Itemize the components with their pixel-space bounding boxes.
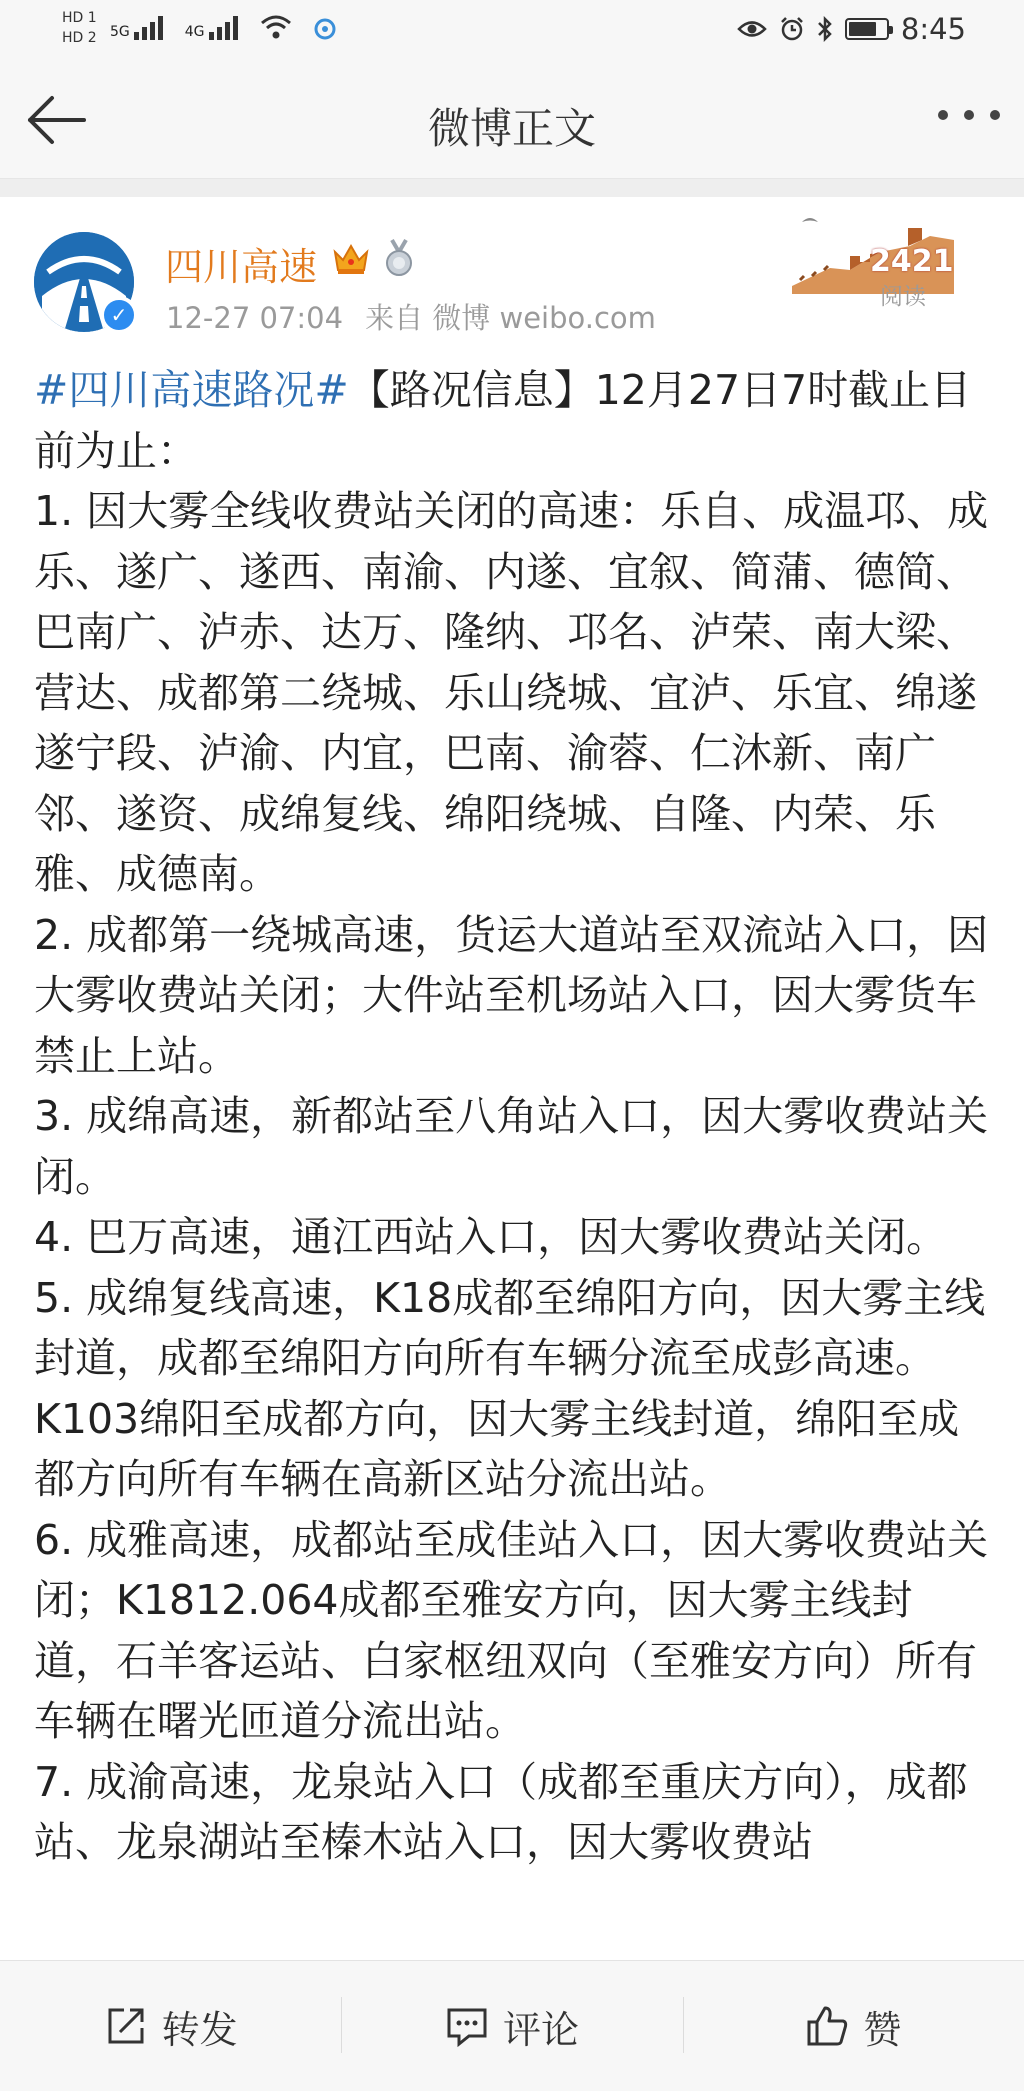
hd-indicator-1: HD 1 <box>62 10 97 26</box>
post-content <box>34 360 994 1960</box>
action-bar <box>0 1960 1024 2091</box>
repost-label: 转发 <box>161 2007 238 2052</box>
post-paragraph: 5. 成绵复线高速，K18成都至绵阳方向，因大雾主线封道，成都至绵阳方向所有车辆分流至成彭高速。K103绵阳至成都方向，因大雾主线封道，绵阳至成都方向所有车辆在高新区站分流出站。 <box>34 1273 986 1503</box>
signal-bars-icon <box>134 14 163 40</box>
post-paragraph: 1. 因大雾全线收费站关闭的高速：乐自、成温邛、成乐、遂广、遂西、南渝、内遂、宜叙、简蒲、德简、巴南广、泸赤、达万、隆纳、邛名、泸荣、南大梁、营达、成都第二绕城、乐山绕城、宜泸、乐宜、绵遂遂宁段、泸渝、内宜，巴南、渝蓉、仁沐新、南广邻、遂资、成绵复线、绵阳绕城、自隆、内荣、乐雅、成德南。 <box>34 487 989 898</box>
read-label: 阅读 <box>880 284 926 310</box>
wifi-icon <box>260 14 292 40</box>
status-bar <box>0 0 1024 62</box>
repost-button[interactable] <box>0 1961 341 2091</box>
signal-bars-icon <box>209 14 238 40</box>
clock: 8:45 <box>900 12 966 46</box>
sim-indicators <box>62 8 97 48</box>
author-name[interactable]: 四川高速 <box>165 245 318 289</box>
like-button[interactable] <box>683 1961 1024 2091</box>
read-count: 2421 <box>870 244 954 279</box>
thumbs-up-icon <box>805 2004 849 2048</box>
post-source[interactable]: 来自 微博 weibo.com <box>365 301 656 335</box>
post-paragraph: 4. 巴万高速，通江西站入口，因大雾收费站关闭。 <box>34 1213 948 1261</box>
like-label: 赞 <box>863 2007 902 2052</box>
sim2-label: 4G <box>184 24 205 40</box>
signal-group <box>110 14 336 40</box>
paragraph-text: 【路况信息】12月27日7时截止目前为止： <box>34 366 972 475</box>
bluetooth-icon <box>817 16 833 42</box>
post-time: 12-27 07:04 <box>166 301 344 335</box>
post-meta <box>166 296 656 337</box>
divider <box>0 179 1024 197</box>
app-notification-icon <box>314 18 336 40</box>
page-title: 微博正文 <box>427 104 596 153</box>
post-paragraph: 7. 成渝高速，龙泉站入口（成都至重庆方向），成都站、龙泉湖站至榛木站入口，因大雾收费站 <box>34 1757 968 1866</box>
post-paragraph: 2. 成都第一绕城高速，货运大道站至双流站入口，因大雾收费站关闭；大件站至机场站入口，因大雾货车禁止上站。 <box>34 910 989 1080</box>
alarm-icon <box>779 16 805 42</box>
comment-icon <box>445 2004 489 2048</box>
hd-indicator-2: HD 2 <box>62 30 97 46</box>
comment-label: 评论 <box>502 2007 579 2052</box>
nav-bar <box>0 62 1024 179</box>
medal-badge-icon[interactable] <box>382 238 416 278</box>
eye-icon <box>737 18 767 40</box>
status-right <box>737 12 966 46</box>
post-paragraph: 3. 成绵高速，新都站至八角站入口，因大雾收费站关闭。 <box>34 1092 989 1201</box>
crown-badge-icon[interactable] <box>332 242 370 276</box>
post-paragraph: 6. 成雅高速，成都站至成佳站入口，因大雾收费站关闭；K1812.064成都至雅安方向，因大雾主线封道，石羊客运站、白家枢纽双向（至雅安方向）所有车辆在曙光匝道分流出站。 <box>34 1515 989 1745</box>
sim1-label: 5G <box>110 24 130 40</box>
battery-icon <box>845 18 889 40</box>
verified-badge-icon: ✓ <box>100 296 138 334</box>
comment-button[interactable] <box>341 1961 682 2091</box>
post-paragraph <box>34 360 994 481</box>
share-icon <box>104 2004 148 2048</box>
hashtag-link[interactable]: #四川高速路况# <box>34 366 349 414</box>
more-dots-icon[interactable] <box>938 110 1000 126</box>
